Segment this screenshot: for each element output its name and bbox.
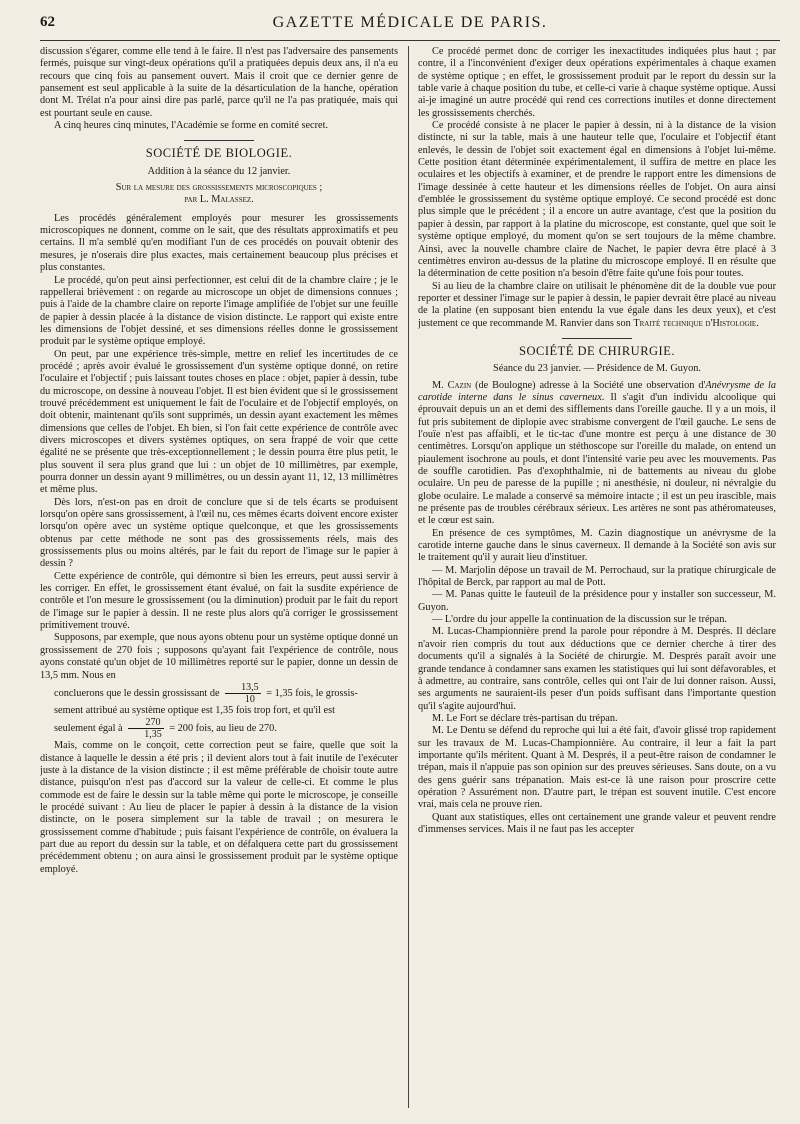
section-title-biologie: SOCIÉTÉ DE BIOLOGIE. — [145, 146, 293, 161]
page-number: 62 — [40, 14, 55, 30]
paragraph: Dès lors, n'est-on pas en droit de conclure que si de tels écarts se produisent lorsqu'on opère sans grossissement, à l'œil nu, ces mêmes écarts doivent encore exister lorsqu'on opère avec un système optique quelconque, et que les grossissements obtenus par cette méthode ne sont pas des grossissements réels, mais des grossissements plus ou moins altérés, par le fait du report de l'image sur le papier à dessin ? — [40, 496, 398, 570]
paragraph: M. Le Dentu se défend du reproche qui lui a été fait, d'avoir glissé trop rapidement sur les travaux de M. Lucas-Championnière. Au contraire, il leur a fait la part importante qu'ils méritent. Quant à M. Després, il a peut-être raison de condamner le trépan, mais il n'appuie pas son opinion sur des preuves sérieuses. Sans doute, on a vu des gens guérir sans trépanation. Mais est-ce là une raison pour proscrire cette opération ? Assurément non. D'autre part, le trépan est souvent inutile. C'est encore vrai, mais cela ne prouve rien. — [418, 725, 776, 811]
book-title: Traité technique d'Histologie — [633, 317, 757, 329]
paragraph: A cinq heures cinq minutes, l'Académie se forme en comité secret. — [54, 120, 329, 132]
session-line: Addition à la séance du 12 janvier. — [147, 165, 291, 177]
speaker-name: M. Cazin — [432, 379, 472, 391]
paragraph: Les procédés généralement employés pour mesurer les grossissements microscopiques ne donnent, comme on le sait, que des résultats approximatifs et peu certains. Il m'a semblé qu'en modifiant l'un de ces procédés on pouvait obtenir des mesures, je n'oserais dire plus exactes, mais certainement beaucoup plus précises et plus constantes. — [40, 212, 398, 274]
fraction-denominator: 10 — [244, 693, 255, 705]
paragraph — [418, 380, 776, 528]
section-rule — [562, 338, 632, 339]
paragraph — [418, 281, 776, 330]
paragraph: Mais, comme on le conçoit, cette correction peut se faire, quelle que soit la distance à laquelle le dessin a été pris ; il devient alors tout à fait inutile de l'exécuter juste à la distance de la vision distincte ; il est même préférable de choisir toute autre distance, puisqu'on n'est pas d'accord sur la valeur de celle-ci. Et comme le plus commode est de faire le dessin sur la table même qui porte le microscope, je conseille le procédé suivant : Au lieu de placer le papier à dessin à la distance de la vision distincte, on le posera simplement sur la table de travail ; on mesurera le grossissement comme d'habitude ; puis faisant l'expérience de contrôle, on évaluera la part due au report du dessin sur la table, et on défalquera cette part du grossissement précédemment obtenu ; on aura ainsi le grossissement produit par le système optique employé. — [40, 740, 398, 875]
formula-line-2: sement attribué au système optique est 1,35 fois trop fort, et qu'il est — [54, 704, 335, 716]
right-column — [418, 46, 776, 1111]
paragraph-text: (de Boulogne) adresse à la Société une observation d' — [471, 379, 706, 391]
journal-title: GAZETTE MÉDICALE DE PARIS. — [272, 14, 548, 31]
formula-line-1 — [40, 682, 398, 705]
paragraph: Supposons, par exemple, que nous ayons obtenu pour un système optique donné un grossissement de 270 fois ; supposons qu'ayant fait l'expérience de contrôle, nous ayons constaté qu'un objet de 10 millimètres reporté sur le papier, donne un dessin de 13,5 mm. Nous en — [40, 632, 398, 681]
formula-line-3 — [40, 717, 398, 740]
paragraph: Cette expérience de contrôle, qui démontre si bien les erreurs, peut aussi servir à les corriger. En effet, le grossissement étant évalué, on fait la susdite expérience de contrôle et l'on mesure le grossissement (ou la diminution) produit par le fait du report de l'image sur le papier à dessin. Il ne reste plus alors qu'à corriger le grossissement primitivement trouvé. — [40, 570, 398, 632]
article-title-text: Sur la mesure des grossissements microscopiques ; — [115, 182, 323, 194]
paragraph: Ce procédé permet donc de corriger les inexactitudes indiquées plus haut ; par contre, il a l'inconvénient d'exiger deux opérations expérimentales à chaque examen de système optique ; en effet, le grossissement produit par le report du dessin sur la table varie à chaque position du tube, et celle-ci varie à chaque système optique. Aussi ai-je imaginé un autre procédé qui rend ces corrections inutiles et donne directement les grossissements cherchés. — [418, 46, 776, 119]
page-header — [40, 14, 780, 41]
fraction-denominator: 1,35 — [144, 729, 162, 741]
paragraph: On peut, par une expérience très-simple, mettre en relief les incertitudes de ce procédé ; après avoir évalué le grossissement d'un système optique donné, on retire l'oculaire et l'objectif ; puis laissant toutes choses en place : objet, papier à dessin, tube du microscope, on dessine à nouveau l'objet. Il est bien évident que si le grossissement trouvé précédemment est uniquement le fait de l'oculaire et de l'objectif employés, on doit obtenir, maintenant qu'ils sont supprimés, un dessin ayant exactement les mêmes dimensions que celles de l'objet. Eh bien, si l'on fait cette expérience de contrôle avec divers microscopes et divers systèmes optiques, on sera frappé de voir que cette égalité ne se présente que très-exceptionnellement ; le dessin pourra être plus petit, le plus souvent il sera plus grand que lui : un objet de 10 millimètres, par exemple, pourra donner un dessin ayant 9 millimètres, ou un dessin ayant 11, 12, 13 millimètres et même plus. — [40, 348, 398, 496]
left-column — [40, 46, 398, 1111]
paragraph: M. Lucas-Championnière prend la parole pour répondre à M. Després. Il déclare n'avoir rien compris du tout aux déductions que ce dernier cherche à tirer des documents qu'il a signalés à la Société de chirurgie. M. Després paraît avoir une grande tendance à condamner sans examen les statistiques qui lui sont défavorables, et à admettre, au contraire, sans contrôle, celles qui ont l'air de lui donner raison. Aussi, ses arguments ne sauraient-ils peser d'un poids suffisant dans l'importante question qu'il s'agite aujourd'hui. — [418, 626, 776, 712]
section-rule — [184, 140, 254, 141]
fraction — [128, 717, 164, 740]
paragraph-text: . Il s'agit d'un individu alcoolique qui éprouvait depuis un an et demi des sifflements dans l'oreille gauche. Il y a un mois, il fut pris subitement de diplopie avec strabisme convergent de l'œil gauche. Le sens de l'ouïe n'est pas affaibli, et le tic-tac d'une montre est perçu à une distance de 30 centimètres. Lorsqu'on applique un stéthoscope sur l'oreille du malade, on entend un piaulement isochrone au pouls, et dont l'intensité varie peu avec les mouvements. Pas de souffle carotidien. Pas d'exophthalmie, ni de battements au niveau du globe oculaire. Un peu de paresse de la pupille ; ni anesthésie, ni douleur, ni névralgie du globe oculaire. Le malade a conservé sa mémoire intacte ; il est un peu irascible, mais ne présente pas de troubles cérébraux sérieux. Les artères ne sont pas athéromateuses, et le cœur est sain. — [418, 391, 776, 527]
paragraph: Le procédé, qu'on peut ainsi perfectionner, est celui dit de la chambre claire ; je le rappellerai brièvement : on regarde au microscope un objet de dimensions connues ; puis à l'aide de la chambre claire on reporte l'image amplifiée de l'objet sur une feuille de papier à dessin placée à la distance de vision distincte. Le rapport qui existe entre les dimensions de l'objet dessiné, et ses dimensions réelles donne le grossissement produit par le système optique employé. — [40, 274, 398, 348]
formula-post: = 200 fois, au lieu de 270. — [169, 723, 277, 735]
column-divider — [408, 46, 409, 1108]
fraction-numerator: 13,5 — [225, 682, 261, 694]
formula-pre: seulement égal à — [54, 723, 123, 735]
article-title — [40, 182, 398, 207]
paragraph: — L'ordre du jour appelle la continuation de la discussion sur le trépan. — [432, 614, 727, 626]
formula-pre: concluerons que le dessin grossissant de — [54, 687, 220, 699]
article-author: par L. Malassez. — [184, 194, 254, 206]
observation-title: Anévrysme de la carotide interne dans le sinus caverneux — [418, 379, 776, 403]
paragraph: — M. Panas quitte le fauteuil de la présidence pour y installer son successeur, M. Guyon. — [418, 589, 776, 613]
formula-post: = 1,35 fois, le grossis- — [266, 687, 358, 699]
paragraph: M. Le Fort se déclare très-partisan du trépan. — [432, 712, 618, 724]
paragraph: En présence de ces symptômes, M. Cazin diagnostique un anévrysme de la carotide interne gauche dans le sinus caverneux. Il demande à la Société son avis sur le traitement qu'il y aurait lieu d'instituer. — [418, 527, 776, 564]
paragraph-text: Si au lieu de la chambre claire on utilisait le phénomène dit de la double vue pour reporter et dessiner l'image sur le papier à dessin, le papier devrait être placé au niveau de la platine (en supposant bien entendu la vue égale dans les deux yeux), et c'est justement ce que recommande M. Ranvier dans son — [418, 280, 776, 329]
continued-paragraph: discussion s'égarer, comme elle tend à le faire. Il n'est pas l'adversaire des pansements fermés, puisque sur vingt-deux opérations qu'il a pratiquées depuis deux ans, il n'a eu recours que cinq fois au pansement ouvert. Mais il croit que ce dernier genre de pansement est seul applicable à la suite de la désarticulation de la hanche, opération dont M. Trélat n'a pour ainsi dire pas parlé, parce qu'il ne l'a pas pratiquée, mais qui est pourtant seule en cause. — [40, 46, 398, 119]
paragraph: Quant aux statistiques, elles ont certainement une grande valeur et peuvent rendre d'immenses services. Mais il ne faut pas les accepter — [418, 811, 776, 835]
fraction — [225, 682, 261, 705]
section-title-chirurgie: SOCIÉTÉ DE CHIRURGIE. — [519, 343, 675, 358]
paragraph: Ce procédé consiste à ne placer le papier à dessin, ni à la distance de la vision distincte, ni sur la table, mais à une hauteur telle que, l'oculaire et l'objectif étant enlevés, le dessin de l'objet soit exactement égal en dimensions à l'objet lui-même. Cette position étant déterminée expérimentalement, il suffira de mettre en place les oculaires et les objectifs à examiner, et de prendre le rapport entre les dimensions de l'image dessinée à cette hauteur et les dimensions réelles de l'objet. On aura ainsi d'emblée le grossissement du système optique employé. Ce second procédé est donc plus simple que le précédent ; il a encore un autre avantage, c'est que la position du papier à dessin, par rapport à la platine du microscope, est constante, quel que soit le système optique employé, du moment qu'on se sert toujours de la même chambre. Ainsi, avec la nouvelle chambre claire de Nachet, le papier devra être placé à 3 centimètres environ au-dessus de la platine du microscope employé. Il en résulte que la détermination de cette position n'a besoin d'être faite qu'une fois pour toutes. — [418, 120, 776, 280]
fraction-numerator: 270 — [128, 717, 164, 729]
paragraph-end: . — [756, 317, 759, 329]
paragraph: — M. Marjolin dépose un travail de M. Perrochaud, sur la pratique chirurgicale de l'hôpital de Berck, par rapport au mal de Pott. — [418, 564, 776, 589]
session-line: Séance du 23 janvier. — Présidence de M. Guyon. — [493, 363, 701, 375]
